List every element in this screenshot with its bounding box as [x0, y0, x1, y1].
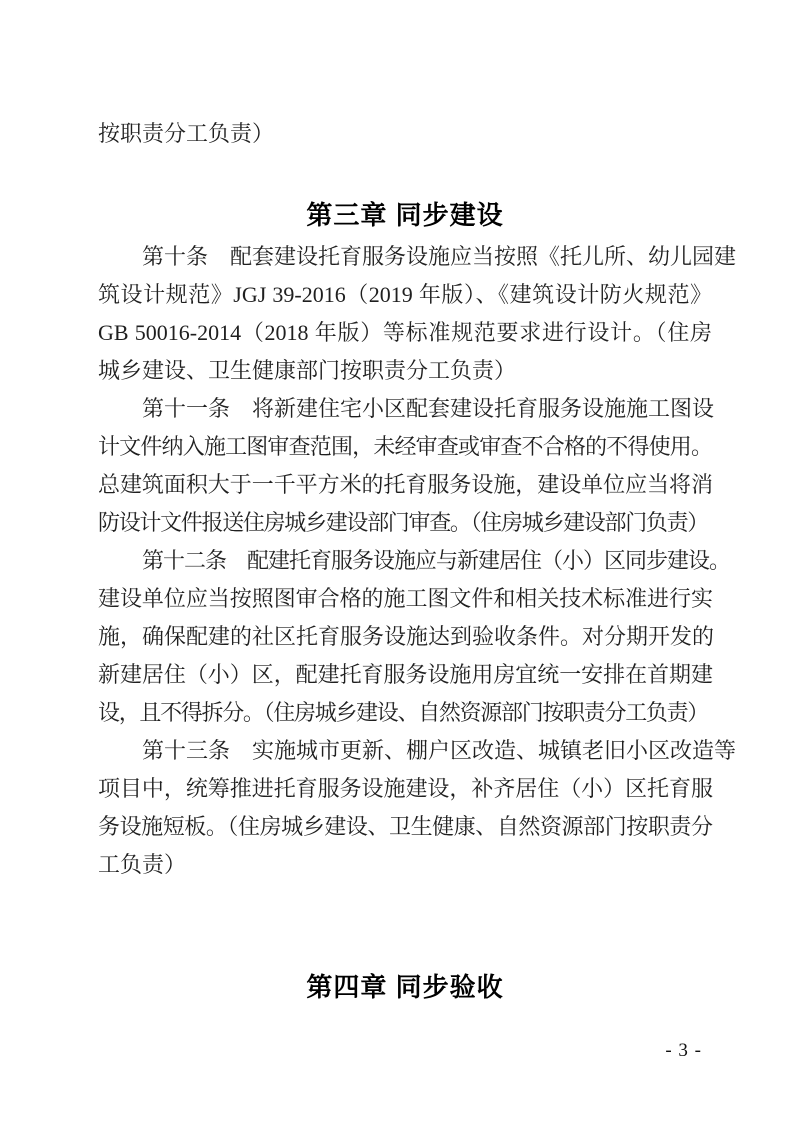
body-line: 项目中，统筹推进托育服务设施建设，补齐居住（小）区托育服	[98, 776, 712, 801]
body-line: 总建筑面积大于一千平方米的托育服务设施，建设单位应当将消	[98, 472, 712, 497]
body-line: 务设施短板。（住房城乡建设、卫生健康、自然资源部门按职责分	[98, 814, 712, 839]
body-line: 计文件纳入施工图审查范围，未经审查或审查不合格的不得使用。	[98, 434, 712, 459]
body-line: 筑设计规范》JGJ 39-2016（2019 年版）、《建筑设计防火规范》	[98, 282, 712, 307]
body-line: 第十条 配套建设托育服务设施应当按照《托儿所、幼儿园建	[142, 244, 737, 269]
body-line: 第十一条 将新建住宅小区配套建设托育服务设施施工图设	[142, 396, 715, 421]
body-line: 新建居住（小）区，配建托育服务设施用房宜统一安排在首期建	[98, 662, 712, 687]
body-line: 城乡建设、卫生健康部门按职责分工负责）	[98, 358, 517, 383]
page-number: - 3 -	[665, 1040, 702, 1061]
chapter-3-heading: 第三章 同步建设	[306, 200, 504, 230]
body-line: GB 50016-2014（2018 年版）等标准规范要求进行设计。（住房	[98, 320, 712, 345]
body-line: 防设计文件报送住房城乡建设部门审查。（住房城乡建设部门负责）	[98, 510, 709, 535]
body-line: 第十二条 配建托育服务设施应与新建居住（小）区同步建设。	[142, 548, 731, 573]
body-line: 施，确保配建的社区托育服务设施达到验收条件。对分期开发的	[98, 624, 715, 649]
body-line: 第十三条 实施城市更新、棚户区改造、城镇老旧小区改造等	[142, 738, 737, 763]
chapter-4-heading: 第四章 同步验收	[306, 972, 504, 1002]
paragraph-continuation-line: 按职责分工负责）	[98, 121, 275, 146]
body-line: 设，且不得拆分。（住房城乡建设、自然资源部门按职责分工负责）	[98, 700, 709, 725]
document-content	[98, 115, 737, 1006]
body-line: 工负责）	[98, 852, 187, 877]
document-body	[98, 238, 737, 884]
body-line: 建设单位应当按照图审合格的施工图文件和相关技术标准进行实	[98, 586, 712, 611]
